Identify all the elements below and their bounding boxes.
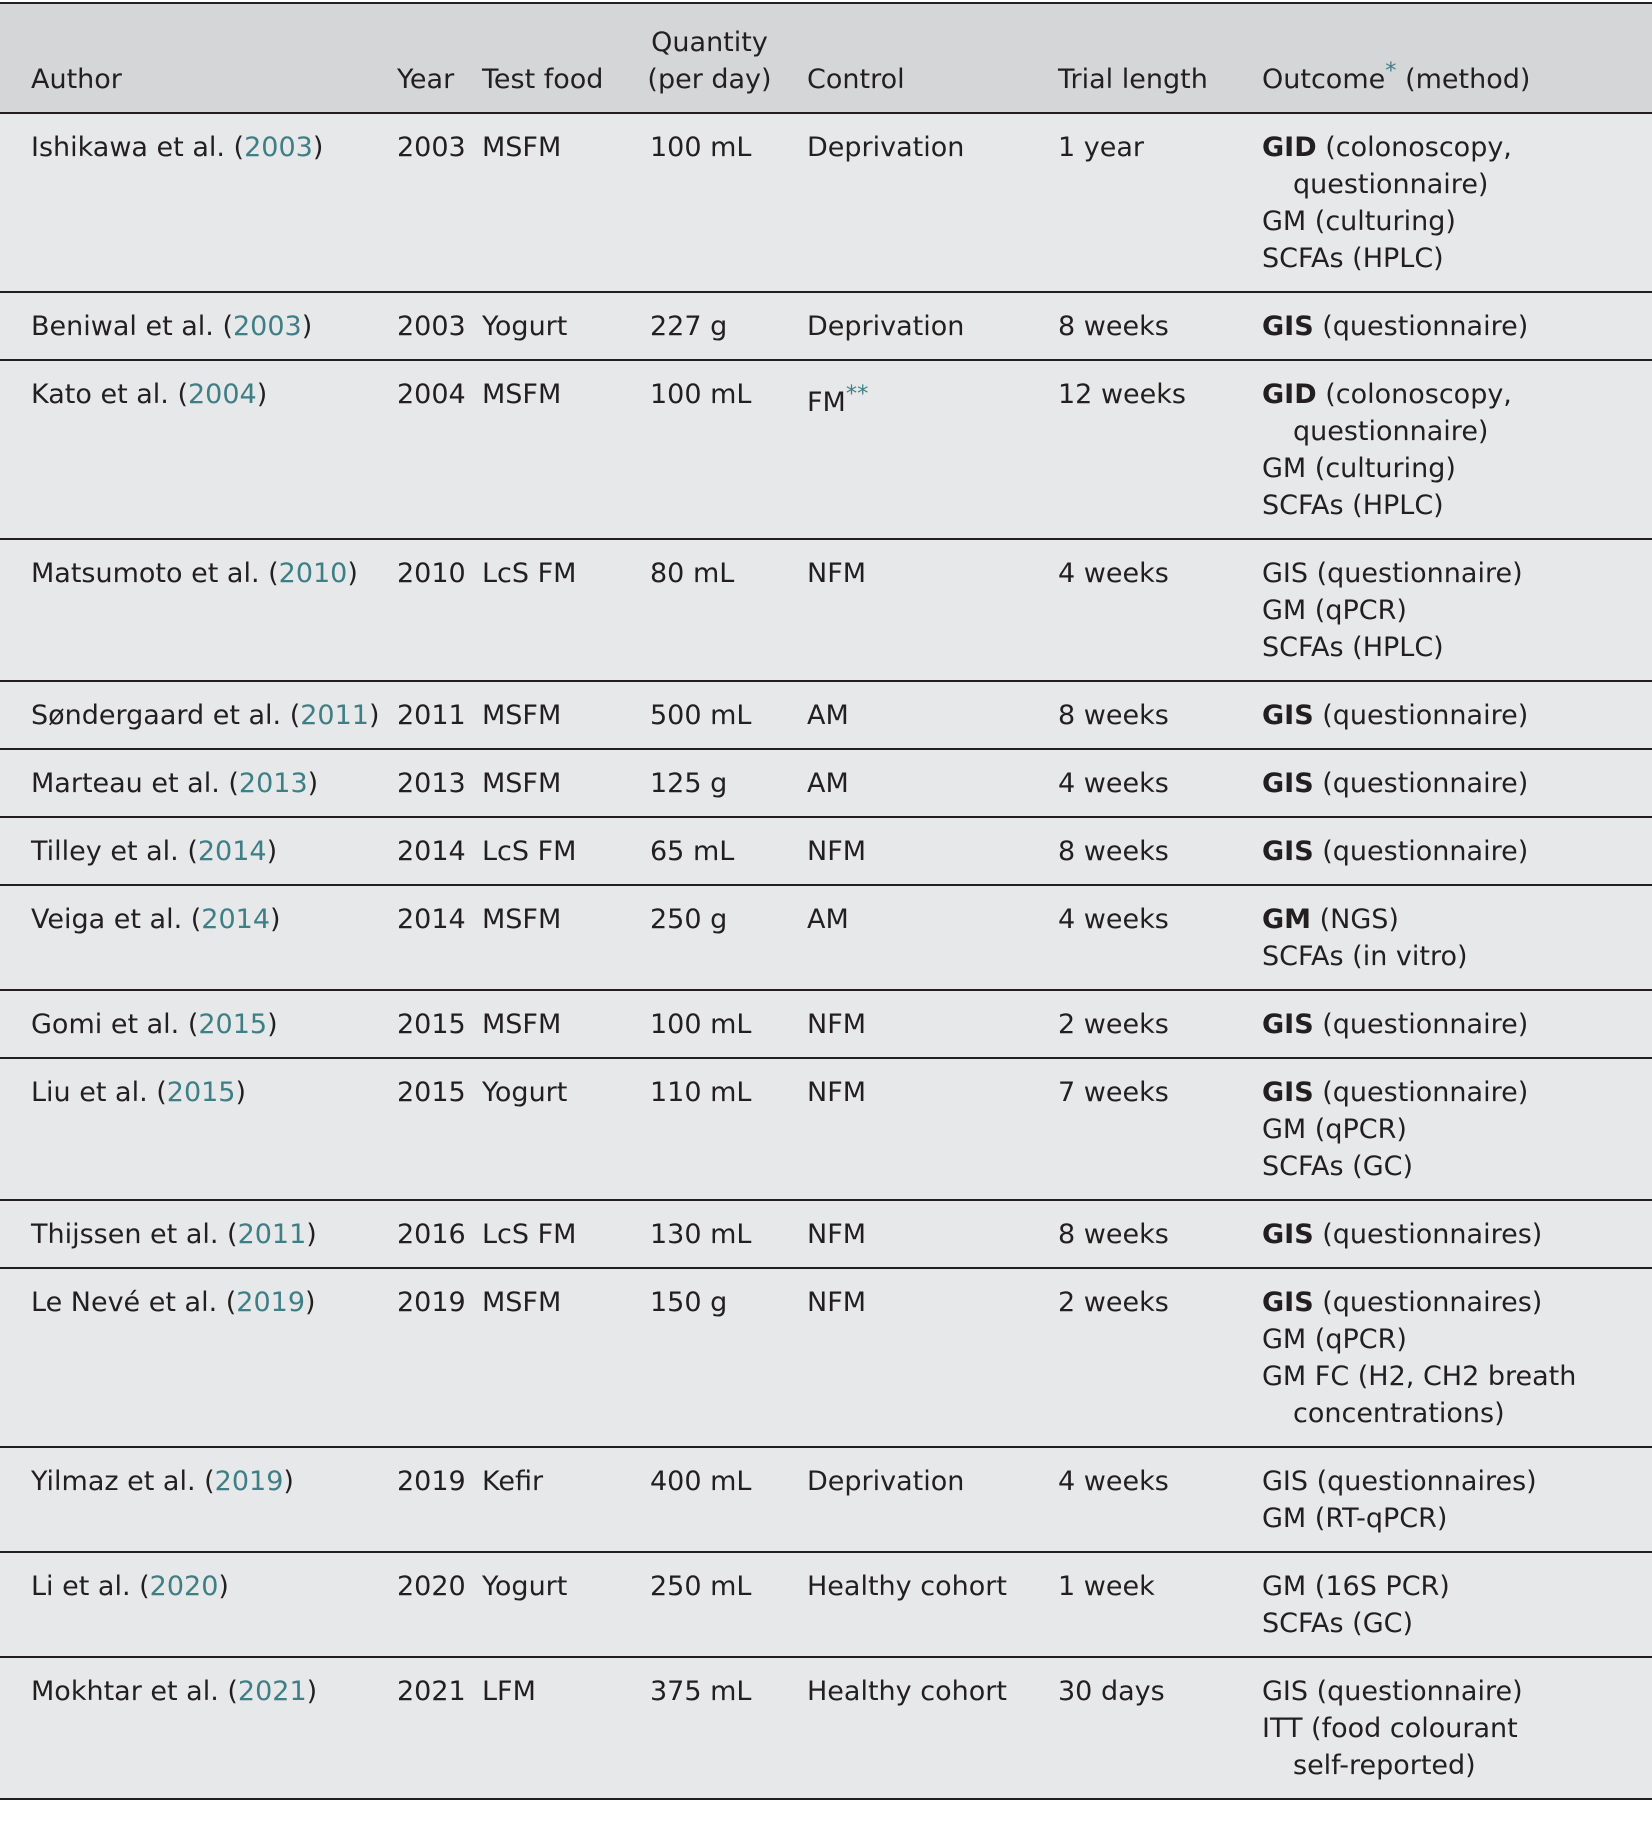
outcome-cell (1242, 990, 1652, 1058)
test-food-cell: LFM (480, 1657, 632, 1799)
trial-length-cell: 2 weeks (1038, 990, 1242, 1058)
control-cell (787, 885, 1038, 990)
reference-link[interactable]: 2019 (236, 1287, 305, 1318)
test-food-cell: LcS FM (480, 539, 632, 681)
reference-link[interactable]: 2020 (149, 1571, 219, 1602)
author-cell (0, 749, 394, 817)
year-cell: 2016 (394, 1200, 480, 1268)
outcome-line (1262, 1710, 1642, 1747)
year-cell: 2019 (394, 1447, 480, 1552)
control-value: NFM (807, 1077, 867, 1108)
test-food-cell: MSFM (480, 681, 632, 749)
year-cell: 2015 (394, 1058, 480, 1200)
outcome-cell (1242, 113, 1652, 292)
reference-link[interactable]: 2014 (201, 904, 270, 935)
test-food-cell: Yogurt (480, 292, 632, 360)
outcome-line (1262, 166, 1642, 203)
reference-link[interactable]: 2003 (233, 311, 302, 342)
author-name: Mokhtar et al. ( (31, 1676, 238, 1707)
table-row (0, 1447, 1652, 1552)
table-row (0, 817, 1652, 885)
author-name: Ishikawa et al. ( (31, 132, 245, 163)
outcome-cell (1242, 292, 1652, 360)
outcome-text: GM (qPCR) (1262, 595, 1407, 626)
control-value: Healthy cohort (807, 1676, 1007, 1707)
outcome-line (1262, 1673, 1642, 1710)
table-row (0, 360, 1652, 539)
header-outcome (1242, 3, 1652, 113)
author-cell (0, 817, 394, 885)
outcome-text: (colonoscopy, (1316, 132, 1512, 163)
author-close-paren: ) (256, 379, 268, 410)
table-row (0, 749, 1652, 817)
control-value: AM (807, 768, 849, 799)
test-food-cell: Kefir (480, 1447, 632, 1552)
control-cell (787, 817, 1038, 885)
author-cell (0, 1058, 394, 1200)
author-close-paren: ) (306, 1219, 317, 1250)
quantity-cell: 100 mL (632, 990, 787, 1058)
outcome-text: GIS (questionnaire) (1262, 1676, 1523, 1707)
author-cell (0, 292, 394, 360)
reference-link[interactable]: 2015 (198, 1009, 268, 1040)
author-name: Beniwal et al. ( (31, 311, 233, 342)
outcome-text: GM (16S PCR) (1262, 1571, 1450, 1602)
outcome-bold-label: GIS (1262, 768, 1314, 799)
outcome-cell (1242, 1447, 1652, 1552)
header-quantity-line2: (per day) (647, 64, 772, 95)
trial-length-cell: 2 weeks (1038, 1268, 1242, 1447)
table-row (0, 113, 1652, 292)
table-row (0, 1058, 1652, 1200)
test-food-cell: MSFM (480, 990, 632, 1058)
control-value: NFM (807, 1287, 867, 1318)
control-value: Deprivation (807, 311, 965, 342)
year-cell: 2011 (394, 681, 480, 749)
author-cell (0, 681, 394, 749)
test-food-cell: MSFM (480, 1268, 632, 1447)
control-cell (787, 1200, 1038, 1268)
control-value: Healthy cohort (807, 1571, 1007, 1602)
year-cell: 2003 (394, 113, 480, 292)
outcome-line (1262, 1006, 1642, 1043)
test-food-cell: LcS FM (480, 1200, 632, 1268)
control-value: NFM (807, 1009, 867, 1040)
outcome-text: (questionnaire) (1313, 1009, 1529, 1040)
control-cell (787, 539, 1038, 681)
test-food-cell: MSFM (480, 360, 632, 539)
reference-link[interactable]: 2019 (214, 1466, 284, 1497)
author-name: Liu et al. ( (31, 1077, 167, 1108)
outcome-line (1262, 129, 1642, 166)
outcome-text: (questionnaire) (1313, 836, 1529, 867)
trial-length-cell: 8 weeks (1038, 817, 1242, 885)
quantity-cell: 110 mL (632, 1058, 787, 1200)
quantity-cell: 250 g (632, 885, 787, 990)
outcome-bold-label: GIS (1262, 700, 1314, 731)
table-row (0, 1200, 1652, 1268)
outcome-text: SCFAs (HPLC) (1262, 243, 1444, 274)
author-name: Le Nevé et al. ( (31, 1287, 237, 1318)
trial-length-cell: 4 weeks (1038, 1447, 1242, 1552)
year-cell: 2020 (394, 1552, 480, 1657)
quantity-cell: 65 mL (632, 817, 787, 885)
outcome-text: SCFAs (HPLC) (1262, 490, 1444, 521)
author-name: Tilley et al. ( (31, 836, 198, 867)
table-row (0, 681, 1652, 749)
author-name: Kato et al. ( (31, 379, 188, 410)
outcome-text: (questionnaire) (1313, 768, 1529, 799)
quantity-cell: 80 mL (632, 539, 787, 681)
author-cell (0, 885, 394, 990)
studies-table (0, 2, 1652, 1800)
table-row (0, 1268, 1652, 1447)
outcome-cell (1242, 360, 1652, 539)
author-close-paren: ) (368, 700, 380, 731)
reference-link[interactable]: 2015 (166, 1077, 236, 1108)
outcome-line (1262, 555, 1642, 592)
outcome-text: (questionnaire) (1313, 1077, 1529, 1108)
trial-length-cell: 8 weeks (1038, 292, 1242, 360)
reference-link[interactable]: 2014 (197, 836, 267, 867)
outcome-bold-label: GIS (1262, 311, 1314, 342)
control-value: AM (807, 700, 849, 731)
trial-length-cell: 30 days (1038, 1657, 1242, 1799)
header-outcome-label: Outcome (1262, 64, 1386, 95)
reference-link[interactable]: 2004 (188, 379, 257, 410)
year-cell: 2014 (394, 885, 480, 990)
outcome-cell (1242, 1200, 1652, 1268)
outcome-line (1262, 376, 1642, 413)
outcome-bold-label: GID (1262, 132, 1317, 163)
outcome-line (1262, 1216, 1642, 1253)
outcome-bold-label: GIS (1262, 836, 1314, 867)
control-cell (787, 1058, 1038, 1200)
outcome-cell (1242, 885, 1652, 990)
author-cell (0, 990, 394, 1058)
outcome-text: (NGS) (1311, 904, 1399, 935)
test-food-cell: MSFM (480, 749, 632, 817)
reference-link[interactable]: 2021 (237, 1676, 307, 1707)
author-name: Marteau et al. ( (31, 768, 239, 799)
control-footnote-marker[interactable]: ** (845, 381, 869, 407)
author-name: Gomi et al. ( (31, 1009, 199, 1040)
outcome-bold-label: GIS (1262, 1077, 1314, 1108)
outcome-text: SCFAs (HPLC) (1262, 632, 1444, 663)
outcome-line (1262, 1148, 1642, 1185)
control-value: AM (807, 904, 849, 935)
reference-link[interactable]: 2013 (238, 768, 308, 799)
quantity-cell: 130 mL (632, 1200, 787, 1268)
control-cell (787, 990, 1038, 1058)
trial-length-cell: 1 week (1038, 1552, 1242, 1657)
control-cell (787, 749, 1038, 817)
header-outcome-suffix: (method) (1396, 64, 1531, 95)
trial-length-cell: 8 weeks (1038, 681, 1242, 749)
year-cell: 2015 (394, 990, 480, 1058)
outcome-line (1262, 1463, 1642, 1500)
outcome-text: GM FC (H2, CH2 breath (1262, 1361, 1577, 1392)
outcome-line (1262, 203, 1642, 240)
table-row (0, 885, 1652, 990)
table-row (0, 1657, 1652, 1799)
outcome-bold-label: GID (1262, 379, 1317, 410)
control-value: NFM (807, 558, 867, 589)
outcome-line (1262, 901, 1642, 938)
test-food-cell: LcS FM (480, 817, 632, 885)
table-row (0, 539, 1652, 681)
control-value: NFM (807, 1219, 867, 1250)
header-control: Control (787, 3, 1038, 113)
reference-link[interactable]: 2011 (237, 1219, 307, 1250)
outcome-text: (questionnaires) (1313, 1287, 1543, 1318)
table-row (0, 1552, 1652, 1657)
author-close-paren: ) (306, 1676, 318, 1707)
table-row (0, 292, 1652, 360)
test-food-cell: MSFM (480, 113, 632, 292)
outcome-bold-label: GIS (1262, 1219, 1314, 1250)
quantity-cell: 375 mL (632, 1657, 787, 1799)
outcome-text: GIS (questionnaire) (1262, 558, 1523, 589)
author-name: Li et al. ( (31, 1571, 150, 1602)
outcome-line (1262, 487, 1642, 524)
year-cell: 2019 (394, 1268, 480, 1447)
outcome-line (1262, 413, 1642, 450)
test-food-cell: MSFM (480, 885, 632, 990)
author-close-paren: ) (301, 311, 313, 342)
control-cell (787, 1657, 1038, 1799)
quantity-cell: 250 mL (632, 1552, 787, 1657)
author-close-paren: ) (235, 1077, 247, 1108)
trial-length-cell: 1 year (1038, 113, 1242, 292)
year-cell: 2004 (394, 360, 480, 539)
header-year: Year (394, 3, 480, 113)
outcome-text: (questionnaire) (1313, 311, 1529, 342)
author-close-paren: ) (267, 1009, 278, 1040)
outcome-text: (questionnaire) (1313, 700, 1529, 731)
quantity-cell: 100 mL (632, 113, 787, 292)
year-cell: 2013 (394, 749, 480, 817)
author-cell (0, 1200, 394, 1268)
outcome-cell (1242, 749, 1652, 817)
table-header-row (0, 3, 1652, 113)
quantity-cell: 100 mL (632, 360, 787, 539)
trial-length-cell: 4 weeks (1038, 539, 1242, 681)
outcome-line (1262, 1284, 1642, 1321)
author-cell (0, 1657, 394, 1799)
author-close-paren: ) (347, 558, 358, 589)
outcome-cell (1242, 1552, 1652, 1657)
outcome-cell (1242, 1058, 1652, 1200)
outcome-text: GIS (questionnaires) (1262, 1466, 1537, 1497)
outcome-bold-label: GM (1262, 904, 1312, 935)
outcome-cell (1242, 817, 1652, 885)
author-close-paren: ) (266, 836, 278, 867)
outcome-bold-label: GIS (1262, 1009, 1314, 1040)
author-name: Matsumoto et al. ( (31, 558, 279, 589)
outcome-text: GM (culturing) (1262, 206, 1456, 237)
outcome-text: GM (qPCR) (1262, 1114, 1407, 1145)
quantity-cell: 125 g (632, 749, 787, 817)
author-close-paren: ) (307, 768, 319, 799)
outcome-text: GM (RT-qPCR) (1262, 1503, 1448, 1534)
author-name: Yilmaz et al. ( (31, 1466, 215, 1497)
outcome-cell (1242, 681, 1652, 749)
author-close-paren: ) (218, 1571, 229, 1602)
control-value: Deprivation (807, 132, 965, 163)
trial-length-cell: 4 weeks (1038, 885, 1242, 990)
outcome-bold-label: GIS (1262, 1287, 1314, 1318)
outcome-line (1262, 1747, 1642, 1784)
outcome-line (1262, 1500, 1642, 1537)
control-cell (787, 1552, 1038, 1657)
outcome-text: (colonoscopy, (1316, 379, 1512, 410)
outcome-text: self-reported) (1293, 1750, 1476, 1781)
author-close-paren: ) (270, 904, 281, 935)
author-cell (0, 1447, 394, 1552)
outcome-text: GM (qPCR) (1262, 1324, 1407, 1355)
author-name: Søndergaard et al. ( (31, 700, 301, 731)
outcome-text: questionnaire) (1293, 416, 1489, 447)
author-cell (0, 539, 394, 681)
year-cell: 2010 (394, 539, 480, 681)
header-quantity (632, 3, 787, 113)
trial-length-cell: 7 weeks (1038, 1058, 1242, 1200)
outcome-line (1262, 592, 1642, 629)
outcome-line (1262, 308, 1642, 345)
trial-length-cell: 8 weeks (1038, 1200, 1242, 1268)
year-cell: 2014 (394, 817, 480, 885)
outcome-footnote-marker[interactable]: * (1385, 58, 1397, 84)
control-cell (787, 292, 1038, 360)
control-value: FM (807, 387, 846, 418)
outcome-line (1262, 833, 1642, 870)
author-close-paren: ) (305, 1287, 316, 1318)
outcome-line (1262, 1321, 1642, 1358)
outcome-cell (1242, 1268, 1652, 1447)
quantity-cell: 227 g (632, 292, 787, 360)
author-cell (0, 360, 394, 539)
outcome-line (1262, 1605, 1642, 1642)
outcome-cell (1242, 539, 1652, 681)
control-cell (787, 360, 1038, 539)
author-name: Thijssen et al. ( (31, 1219, 238, 1250)
header-quantity-line1: Quantity (651, 27, 768, 58)
outcome-text: GM (culturing) (1262, 453, 1456, 484)
outcome-line (1262, 1358, 1642, 1395)
outcome-text: SCFAs (GC) (1262, 1151, 1414, 1182)
outcome-text: questionnaire) (1293, 169, 1489, 200)
outcome-line (1262, 1568, 1642, 1605)
outcome-line (1262, 240, 1642, 277)
author-close-paren: ) (283, 1466, 294, 1497)
outcome-cell (1242, 1657, 1652, 1799)
test-food-cell: Yogurt (480, 1058, 632, 1200)
reference-link[interactable]: 2011 (300, 700, 369, 731)
outcome-line (1262, 765, 1642, 802)
control-value: Deprivation (807, 1466, 965, 1497)
control-cell (787, 113, 1038, 292)
outcome-line (1262, 938, 1642, 975)
author-close-paren: ) (312, 132, 324, 163)
outcome-text: SCFAs (GC) (1262, 1608, 1414, 1639)
test-food-cell: Yogurt (480, 1552, 632, 1657)
table-row (0, 990, 1652, 1058)
outcome-text: (questionnaires) (1313, 1219, 1543, 1250)
outcome-text: concentrations) (1293, 1398, 1505, 1429)
header-test-food: Test food (480, 3, 632, 113)
control-cell (787, 681, 1038, 749)
header-author: Author (0, 3, 394, 113)
reference-link[interactable]: 2003 (244, 132, 313, 163)
author-cell (0, 1552, 394, 1657)
year-cell: 2003 (394, 292, 480, 360)
outcome-line (1262, 1074, 1642, 1111)
control-cell (787, 1447, 1038, 1552)
control-value: NFM (807, 836, 867, 867)
quantity-cell: 400 mL (632, 1447, 787, 1552)
outcome-line (1262, 1395, 1642, 1432)
author-cell (0, 1268, 394, 1447)
trial-length-cell: 12 weeks (1038, 360, 1242, 539)
author-cell (0, 113, 394, 292)
year-cell: 2021 (394, 1657, 480, 1799)
author-name: Veiga et al. ( (31, 904, 202, 935)
outcome-text: SCFAs (in vitro) (1262, 941, 1468, 972)
quantity-cell: 150 g (632, 1268, 787, 1447)
header-trial-length: Trial length (1038, 3, 1242, 113)
quantity-cell: 500 mL (632, 681, 787, 749)
trial-length-cell: 4 weeks (1038, 749, 1242, 817)
reference-link[interactable]: 2010 (278, 558, 348, 589)
outcome-line (1262, 629, 1642, 666)
outcome-line (1262, 450, 1642, 487)
outcome-line (1262, 697, 1642, 734)
control-cell (787, 1268, 1038, 1447)
outcome-text: ITT (food colourant (1262, 1713, 1518, 1744)
outcome-line (1262, 1111, 1642, 1148)
